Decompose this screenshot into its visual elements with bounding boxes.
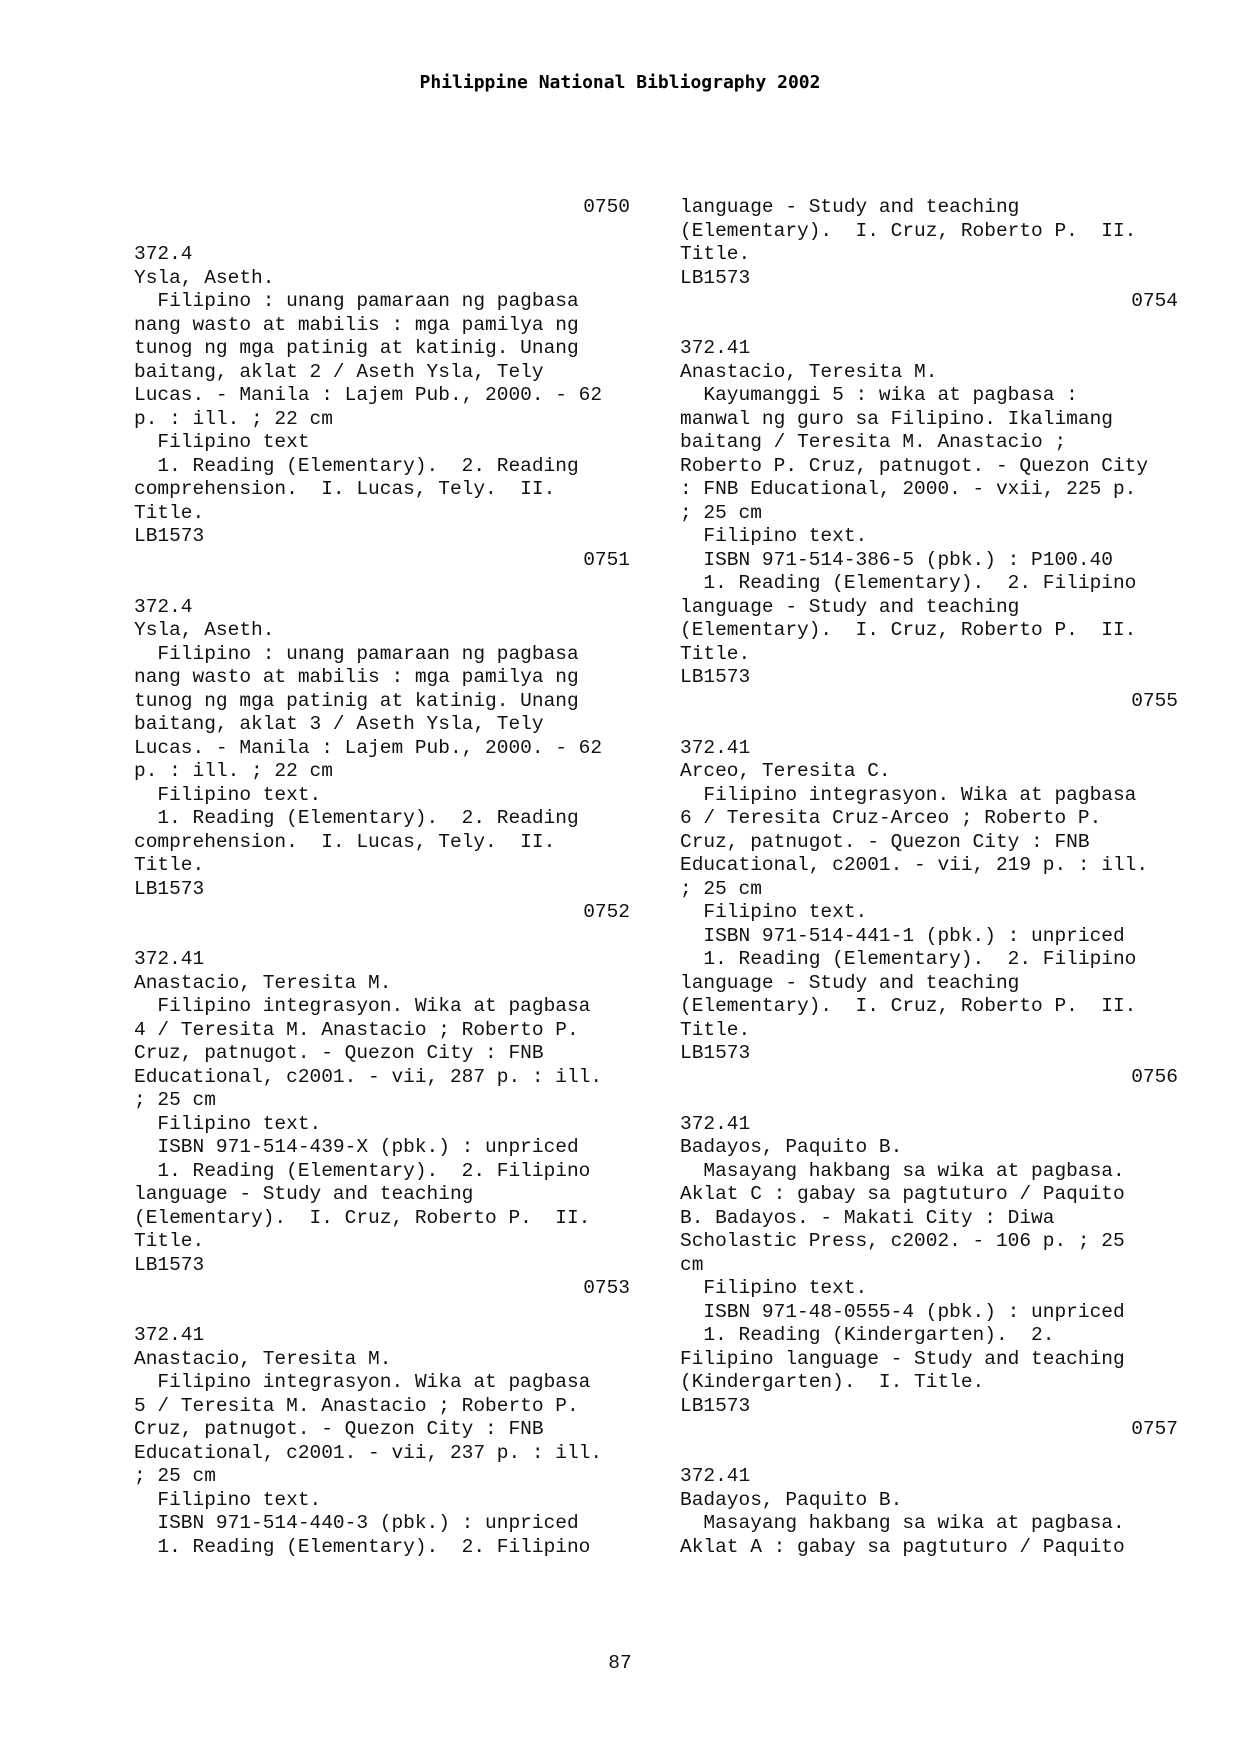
blank-line <box>134 1301 654 1325</box>
entry-line: Aklat A : gabay sa pagtuturo / Paquito <box>680 1535 1125 1558</box>
entry-line: (Elementary). I. Cruz, Roberto P. II. <box>680 995 1137 1017</box>
entry-line: Cruz, patnugot. - Quezon City : FNB <box>134 1418 544 1440</box>
entry-line: comprehension. I. Lucas, Tely. II. <box>134 830 556 853</box>
entry-line: Filipino integrasyon. Wika at pagbasa <box>134 995 591 1017</box>
entry-line: 1. Reading (Elementary). 2. Filipino <box>680 572 1137 594</box>
entry-line: LB1573 <box>134 1253 205 1276</box>
blank-line <box>680 1089 1200 1113</box>
entry-line: Educational, c2001. - vii, 219 p. : ill. <box>680 854 1149 876</box>
page-title: Philippine National Bibliography 2002 <box>419 72 821 93</box>
entry-line: Filipino text. <box>134 1112 322 1135</box>
blank-line <box>134 925 654 949</box>
left-column <box>134 196 654 1559</box>
entry-line: 4 / Teresita M. Anastacio ; Roberto P. <box>134 1018 579 1041</box>
entry-line: Filipino text. <box>680 901 868 923</box>
entry-number: 0754 <box>1131 290 1178 312</box>
entry-line: Title. <box>134 501 205 524</box>
entry-line: ISBN 971-514-386-5 (pbk.) : P100.40 <box>680 548 1113 571</box>
entry-line: Filipino text. <box>680 525 868 547</box>
entry-line: comprehension. I. Lucas, Tely. II. <box>134 478 556 500</box>
entry-line: 372.41 <box>680 1465 751 1487</box>
blank-line <box>680 713 1200 737</box>
entry-line: baitang, aklat 3 / Aseth Ysla, Tely <box>134 713 544 735</box>
entry-line: LB1573 <box>680 266 751 289</box>
entry-line: 372.4 <box>134 243 193 265</box>
entry-line: p. : ill. ; 22 cm <box>134 760 333 782</box>
entry-line: baitang / Teresita M. Anastacio ; <box>680 431 1067 453</box>
entry-line: (Elementary). I. Cruz, Roberto P. II. <box>680 219 1137 242</box>
entry-line: 372.41 <box>134 1324 205 1346</box>
entry-line: Masayang hakbang sa wika at pagbasa. <box>680 1512 1125 1534</box>
blank-line <box>134 220 654 244</box>
entry-line: Cruz, patnugot. - Quezon City : FNB <box>134 1042 544 1064</box>
entry-line: Filipino text. <box>134 783 322 806</box>
entry-line: p. : ill. ; 22 cm <box>134 407 333 430</box>
entry-line: Badayos, Paquito B. <box>680 1136 903 1158</box>
entry-line: Title. <box>680 243 751 265</box>
blank-line <box>134 572 654 596</box>
entry-line: Ysla, Aseth. <box>134 266 275 289</box>
entry-number: 0753 <box>583 1277 630 1299</box>
entry-line: ; 25 cm <box>680 877 762 900</box>
entry-line: Masayang hakbang sa wika at pagbasa. <box>680 1159 1125 1182</box>
entry-line: Anastacio, Teresita M. <box>134 971 392 994</box>
entry-line: nang wasto at mabilis : mga pamilya ng <box>134 666 579 688</box>
entry-line: Title. <box>134 1230 205 1252</box>
entry-line: Title. <box>134 854 205 876</box>
entry-line: Filipino integrasyon. Wika at pagbasa <box>680 783 1137 806</box>
entry-line: LB1573 <box>134 877 205 900</box>
entry-line: nang wasto at mabilis : mga pamilya ng <box>134 313 579 336</box>
entry-line: Aklat C : gabay sa pagtuturo / Paquito <box>680 1183 1125 1205</box>
entry-line: Anastacio, Teresita M. <box>680 360 938 383</box>
entry-line: Lucas. - Manila : Lajem Pub., 2000. - 62 <box>134 736 603 759</box>
entry-line: 1. Reading (Kindergarten). 2. <box>680 1324 1055 1346</box>
blank-line <box>680 314 1200 338</box>
entry-line: Cruz, patnugot. - Quezon City : FNB <box>680 830 1090 853</box>
entry-number: 0755 <box>1131 689 1178 712</box>
entry-line: Lucas. - Manila : Lajem Pub., 2000. - 62 <box>134 384 603 406</box>
entry-number: 0757 <box>1131 1418 1178 1440</box>
entry-line: LB1573 <box>680 1394 751 1417</box>
entry-line: ISBN 971-48-0555-4 (pbk.) : unpriced <box>680 1300 1125 1323</box>
entry-line: Title. <box>680 642 751 665</box>
entry-number: 0756 <box>1131 1065 1178 1088</box>
entry-line: language - Study and teaching <box>680 971 1020 994</box>
entry-line: ISBN 971-514-440-3 (pbk.) : unpriced <box>134 1512 579 1534</box>
entry-line: tunog ng mga patinig at katinig. Unang <box>134 689 579 712</box>
entry-line: Ysla, Aseth. <box>134 619 275 641</box>
entry-line: 1. Reading (Elementary). 2. Filipino <box>134 1159 591 1182</box>
entry-line: Scholastic Press, c2002. - 106 p. ; 25 <box>680 1230 1125 1252</box>
entry-line: ISBN 971-514-439-X (pbk.) : unpriced <box>134 1136 579 1158</box>
entry-line: 372.41 <box>134 948 205 970</box>
entry-line: 1. Reading (Elementary). 2. Filipino <box>680 948 1137 970</box>
entry-line: LB1573 <box>680 666 751 688</box>
entry-number: 0752 <box>583 901 630 923</box>
entry-line: ISBN 971-514-441-1 (pbk.) : unpriced <box>680 924 1125 947</box>
entry-line: Filipino : unang pamaraan ng pagbasa <box>134 642 579 665</box>
entry-line: language - Study and teaching <box>680 595 1020 618</box>
entry-line: : FNB Educational, 2000. - vxii, 225 p. <box>680 478 1137 500</box>
entry-line: language - Study and teaching <box>134 1183 474 1205</box>
entry-line: cm <box>680 1253 704 1276</box>
entry-line: Filipino integrasyon. Wika at pagbasa <box>134 1371 591 1393</box>
entry-line: baitang, aklat 2 / Aseth Ysla, Tely <box>134 360 544 383</box>
entry-line: ; 25 cm <box>680 501 762 524</box>
entry-line: 5 / Teresita M. Anastacio ; Roberto P. <box>134 1394 579 1417</box>
entry-line: Filipino : unang pamaraan ng pagbasa <box>134 290 579 312</box>
entry-line: tunog ng mga patinig at katinig. Unang <box>134 337 579 359</box>
entry-line: (Elementary). I. Cruz, Roberto P. II. <box>134 1206 591 1229</box>
entry-line: Filipino language - Study and teaching <box>680 1347 1125 1370</box>
entry-line: Roberto P. Cruz, patnugot. - Quezon City <box>680 454 1149 477</box>
entry-line: 372.41 <box>680 736 751 759</box>
entry-line: B. Badayos. - Makati City : Diwa <box>680 1206 1055 1229</box>
entry-line: Badayos, Paquito B. <box>680 1488 903 1511</box>
entry-line: Filipino text. <box>134 1488 322 1511</box>
blank-line <box>680 1442 1200 1466</box>
entry-line: Educational, c2001. - vii, 237 p. : ill. <box>134 1441 603 1464</box>
entry-line: Educational, c2001. - vii, 287 p. : ill. <box>134 1065 603 1088</box>
entry-line: 6 / Teresita Cruz-Arceo ; Roberto P. <box>680 807 1102 829</box>
entry-line: 372.41 <box>680 1112 751 1135</box>
entry-number: 0751 <box>583 548 630 571</box>
entry-line: ; 25 cm <box>134 1089 216 1111</box>
entry-line: Title. <box>680 1018 751 1041</box>
entry-line: LB1573 <box>680 1042 751 1064</box>
entry-number: 0750 <box>583 196 630 218</box>
entry-line: 372.4 <box>134 595 193 618</box>
entry-line: 1. Reading (Elementary). 2. Reading <box>134 807 579 829</box>
entry-line: 1. Reading (Elementary). 2. Reading <box>134 454 579 477</box>
page-number: 87 <box>608 1652 632 1674</box>
entry-line: Arceo, Teresita C. <box>680 760 891 782</box>
entry-line: manwal ng guro sa Filipino. Ikalimang <box>680 407 1113 430</box>
entry-line: Filipino text. <box>680 1277 868 1299</box>
entry-line: LB1573 <box>134 525 205 547</box>
entry-line: (Kindergarten). I. Title. <box>680 1371 985 1393</box>
entry-line: (Elementary). I. Cruz, Roberto P. II. <box>680 619 1137 641</box>
entry-line: Kayumanggi 5 : wika at pagbasa : <box>680 384 1078 406</box>
entry-line: Anastacio, Teresita M. <box>134 1347 392 1370</box>
entry-line: 1. Reading (Elementary). 2. Filipino <box>134 1535 591 1558</box>
entry-line: 372.41 <box>680 337 751 359</box>
entry-line: language - Study and teaching <box>680 196 1020 218</box>
right-column <box>680 196 1200 1559</box>
entry-line: ; 25 cm <box>134 1465 216 1487</box>
entry-line: Filipino text <box>134 431 310 453</box>
